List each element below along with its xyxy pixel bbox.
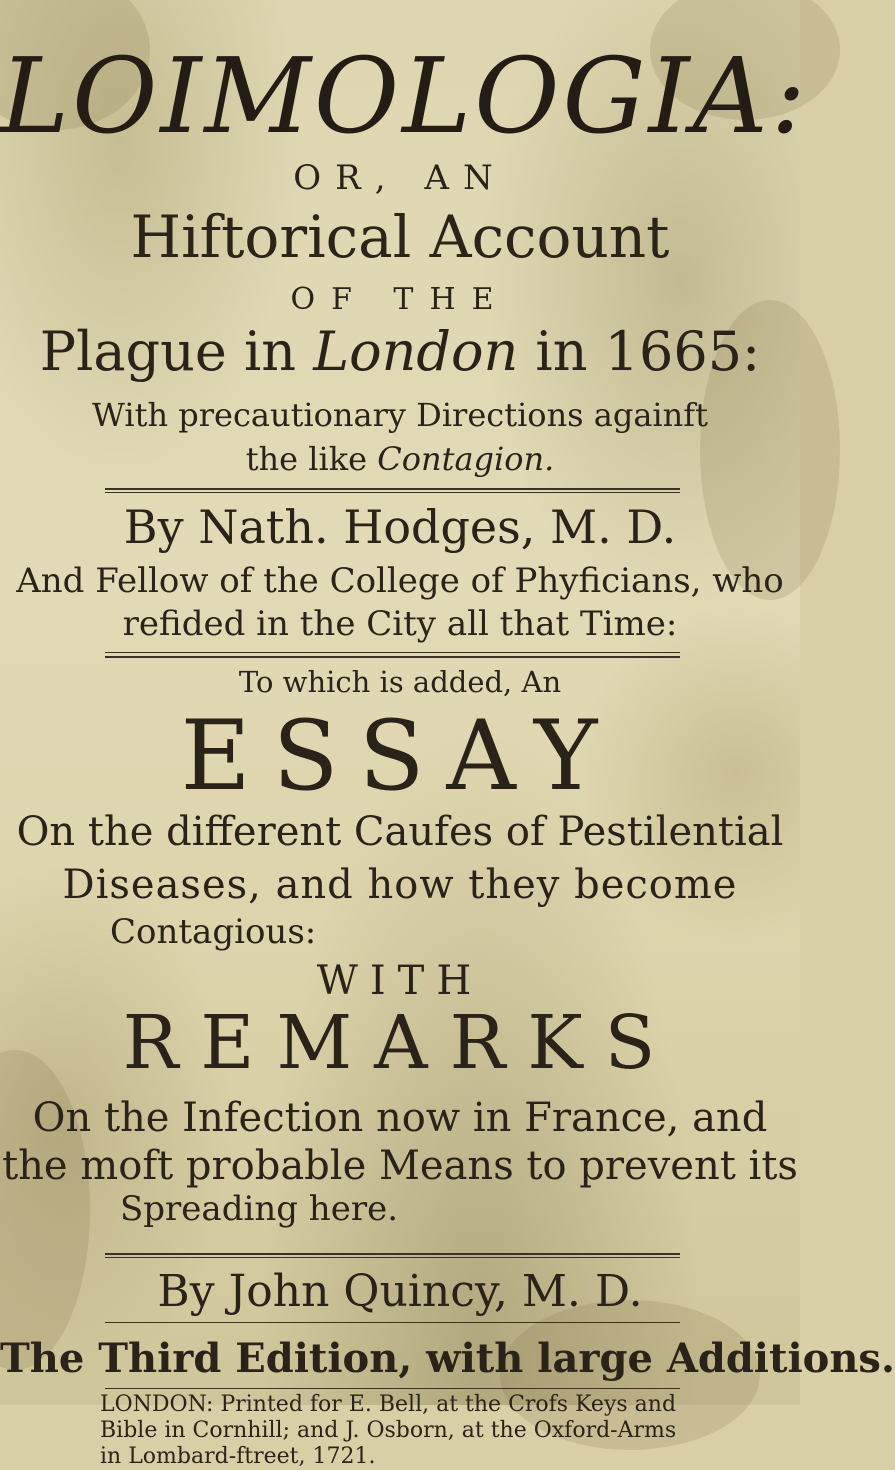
of-the-line: OF THE bbox=[290, 282, 510, 317]
causes-line: On the different Caufes of Pestilential bbox=[16, 809, 784, 855]
author1-fellow-line: And Fellow of the College of Phyficians, who bbox=[16, 561, 784, 601]
divider-rule bbox=[105, 1253, 680, 1255]
divider-rule bbox=[105, 488, 680, 490]
plague-year: in 1665: bbox=[535, 320, 761, 383]
main-title: LOIMOLOGIA: bbox=[0, 35, 809, 157]
divider-rule bbox=[105, 1388, 680, 1389]
contagion-line bbox=[0, 440, 800, 478]
essay-heading: ESSAY bbox=[180, 700, 620, 812]
with-line: WITH bbox=[316, 958, 484, 1004]
imprint: LONDON: Printed for E. Bell, at the Crofs Keys and Bible in Cornhill; and J. Osborn, at the Oxford-Arms in Lombard-ftreet, 1721. bbox=[100, 1392, 677, 1469]
plague-place: London bbox=[313, 320, 519, 383]
contagion-word: Contagion. bbox=[377, 440, 555, 478]
remarks-heading: REMARKS bbox=[122, 1000, 678, 1086]
spreading-line: Spreading here. bbox=[120, 1189, 399, 1229]
diseases-line: Diseases, and how they become bbox=[62, 862, 738, 908]
author1-byline: By Nath. Hodges, M. D. bbox=[123, 500, 677, 554]
divider-rule bbox=[105, 492, 680, 493]
directions-line: With precautionary Directions againft bbox=[92, 396, 708, 434]
to-which-line: To which is added, An bbox=[238, 665, 562, 699]
plague-word: Plague in bbox=[39, 320, 297, 383]
infection-line: On the Infection now in France, and bbox=[32, 1095, 768, 1141]
divider-rule bbox=[105, 652, 680, 653]
author2-byline: By John Quincy, M. D. bbox=[157, 1266, 643, 1317]
divider-rule bbox=[105, 656, 680, 658]
author1-resided-line: refided in the City all that Time: bbox=[122, 604, 678, 644]
divider-rule bbox=[105, 1257, 680, 1258]
or-line: OR, AN bbox=[293, 158, 507, 198]
divider-rule bbox=[105, 1322, 680, 1323]
like-prefix: the like bbox=[245, 440, 368, 478]
historical-account-line: Hiftorical Account bbox=[130, 203, 670, 271]
edition-line: The Third Edition, with large Additions. bbox=[0, 1335, 895, 1382]
moft-line: the moft probable Means to prevent its bbox=[2, 1143, 798, 1189]
plague-line bbox=[0, 320, 800, 383]
contagious-line: Contagious: bbox=[110, 912, 317, 952]
